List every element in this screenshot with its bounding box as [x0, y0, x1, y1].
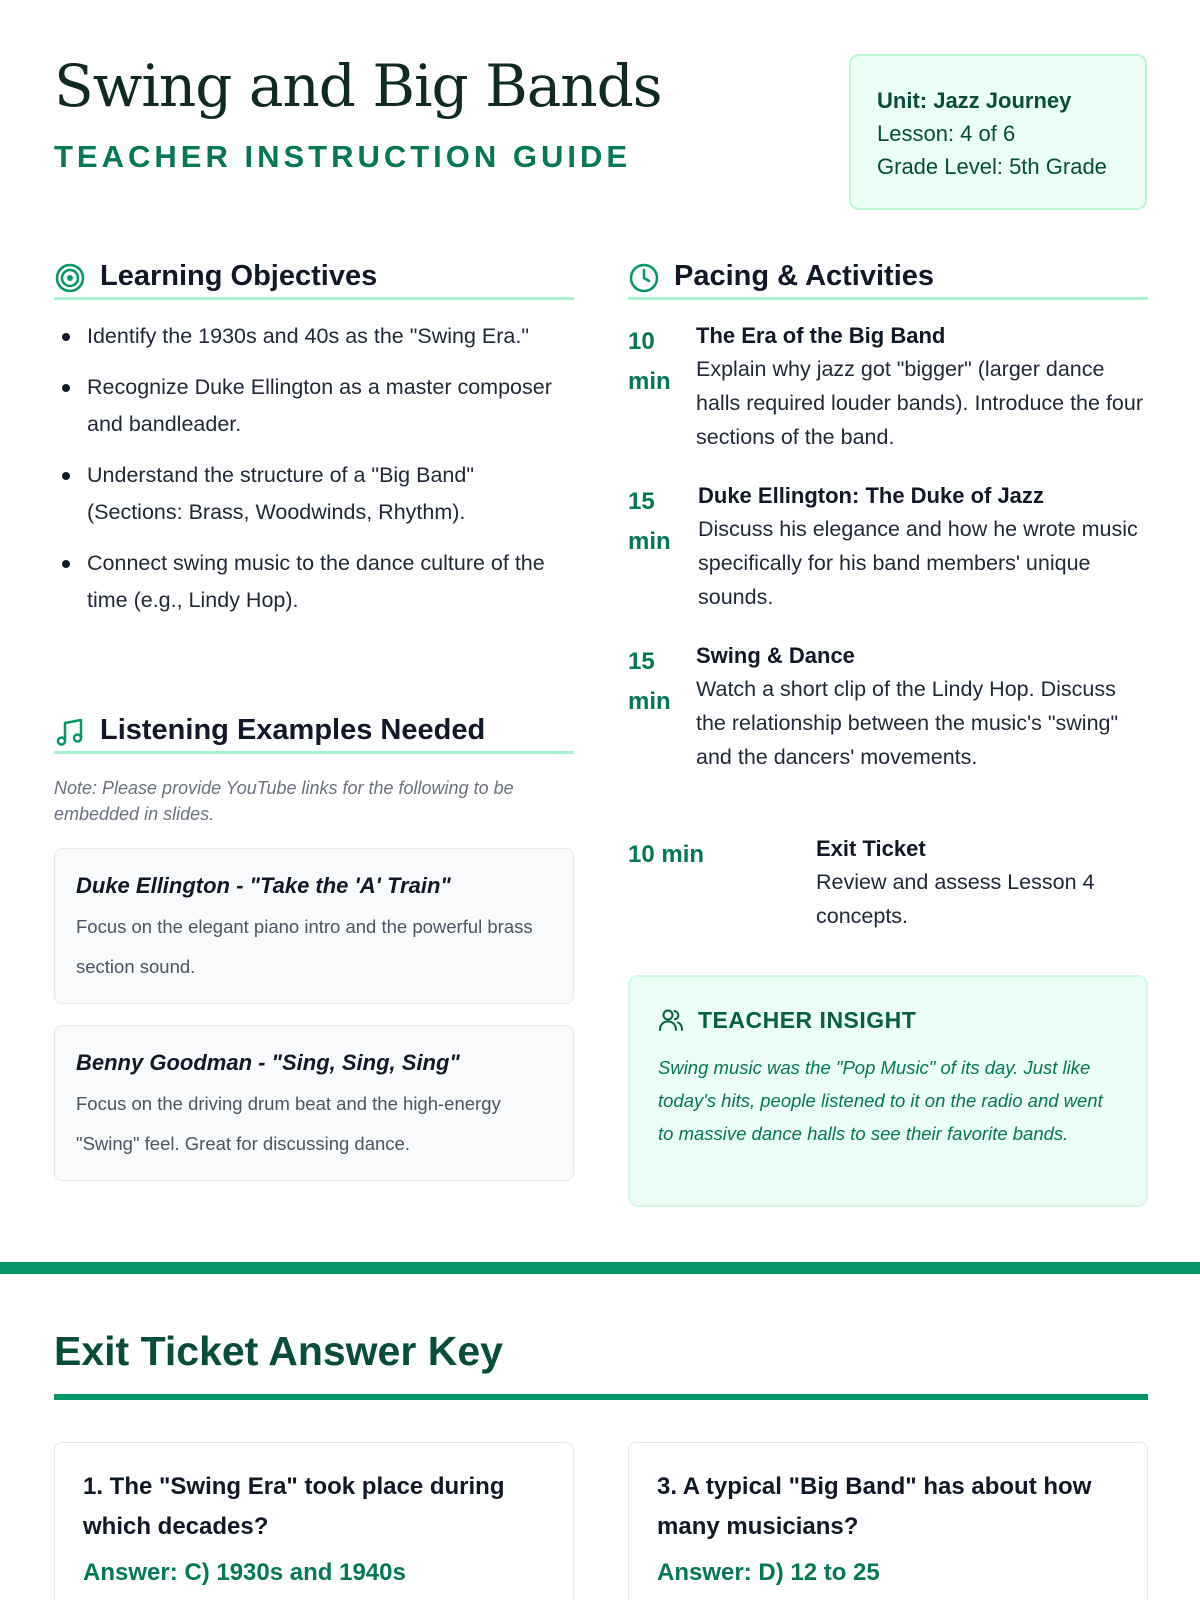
objectives-heading-text: Learning Objectives — [100, 260, 378, 292]
pacing-time: 10 min — [628, 841, 705, 868]
lesson-label: Lesson: 4 of 6 — [877, 121, 1016, 146]
bullet-icon — [62, 560, 70, 568]
listening-note: Note: Please provide YouTube links for the following to be embedded in slides. — [54, 778, 514, 824]
unit-label: Unit: Jazz Journey — [877, 88, 1072, 113]
question-card — [628, 1442, 1148, 1600]
list-item — [54, 457, 574, 531]
pacing-time: 10 min — [628, 328, 671, 395]
pacing-item — [628, 320, 1148, 450]
pacing-heading — [628, 252, 1148, 300]
example-title: Benny Goodman - "Sing, Sing, Sing" — [76, 1050, 460, 1075]
answer-key-rule — [54, 1394, 1148, 1400]
activity-description: Discuss his elegance and how he wrote music specifically for his band members' unique sounds. — [698, 517, 1138, 609]
list-item — [54, 318, 574, 355]
example-description: Focus on the elegant piano intro and the powerful brass section sound. — [76, 916, 533, 977]
example-title: Duke Ellington - "Take the 'A' Train" — [76, 873, 451, 898]
pacing-item — [628, 480, 1148, 610]
answer-text: Answer: D) 12 to 25 — [657, 1559, 880, 1586]
question-text: 1. The "Swing Era" took place during which decades? — [83, 1473, 505, 1540]
insight-text: Swing music was the "Pop Music" of its day. Just like today's hits, people listened to it on the radio and went to massive dance halls to see their favorite bands. — [658, 1057, 1103, 1144]
objective-text: Connect swing music to the dance culture of the time (e.g., Lindy Hop). — [87, 551, 545, 612]
objectives-heading — [54, 252, 574, 300]
activity-description: Watch a short clip of the Lindy Hop. Discuss the relationship between the music's "swing" and the dancers' movements. — [696, 677, 1119, 769]
clock-icon — [628, 262, 660, 294]
activity-description: Explain why jazz got "bigger" (larger dance halls required louder bands). Introduce the four sections of the band. — [696, 357, 1143, 449]
page-subtitle: TEACHER INSTRUCTION GUIDE — [54, 139, 632, 174]
activity-description: Review and assess Lesson 4 concepts. — [816, 870, 1095, 928]
activity-title: Swing & Dance — [696, 643, 855, 668]
bullet-icon — [62, 333, 70, 341]
pacing-body — [696, 640, 1148, 774]
page-title: Swing and Big Bands — [54, 52, 662, 120]
grade-label: Grade Level: 5th Grade — [877, 154, 1107, 179]
activity-title: The Era of the Big Band — [696, 323, 946, 348]
objective-text: Identify the 1930s and 40s as the "Swing Era." — [87, 324, 529, 348]
pacing-heading-text: Pacing & Activities — [674, 260, 935, 292]
objective-text: Understand the structure of a "Big Band" (Sections: Brass, Woodwinds, Rhythm). — [87, 463, 474, 524]
pacing-body — [698, 480, 1148, 614]
insight-heading — [658, 1005, 1118, 1037]
music-note-icon — [54, 716, 86, 748]
unit-info-box — [849, 54, 1147, 210]
users-icon — [658, 1007, 684, 1033]
bullet-icon — [62, 472, 70, 480]
example-description: Focus on the driving drum beat and the high-energy "Swing" feel. Great for discussing dance. — [76, 1093, 501, 1154]
pacing-time: 15 min — [628, 488, 671, 555]
pacing-body — [816, 833, 1148, 933]
list-item — [54, 545, 574, 619]
target-icon — [54, 262, 86, 294]
activity-title: Exit Ticket — [816, 836, 926, 861]
pacing-item — [628, 640, 1148, 805]
listening-heading — [54, 706, 574, 754]
listening-heading-text: Listening Examples Needed — [100, 714, 486, 746]
answer-text: Answer: C) 1930s and 1940s — [83, 1559, 406, 1586]
bullet-icon — [62, 384, 70, 392]
pacing-time: 15 min — [628, 648, 671, 715]
pacing-item — [628, 833, 1148, 933]
section-divider — [0, 1262, 1200, 1274]
objectives-list — [54, 318, 574, 633]
answer-key-title: Exit Ticket Answer Key — [54, 1328, 503, 1374]
listening-example-card — [54, 1025, 574, 1181]
insight-heading-text: TEACHER INSIGHT — [698, 1007, 917, 1033]
listening-example-card — [54, 848, 574, 1004]
activity-title: Duke Ellington: The Duke of Jazz — [698, 483, 1044, 508]
question-text: 3. A typical "Big Band" has about how many musicians? — [657, 1473, 1092, 1540]
list-item — [54, 369, 574, 443]
pacing-body — [696, 320, 1148, 454]
teacher-insight-box — [628, 975, 1148, 1207]
objective-text: Recognize Duke Ellington as a master composer and bandleader. — [87, 375, 552, 436]
question-card — [54, 1442, 574, 1600]
